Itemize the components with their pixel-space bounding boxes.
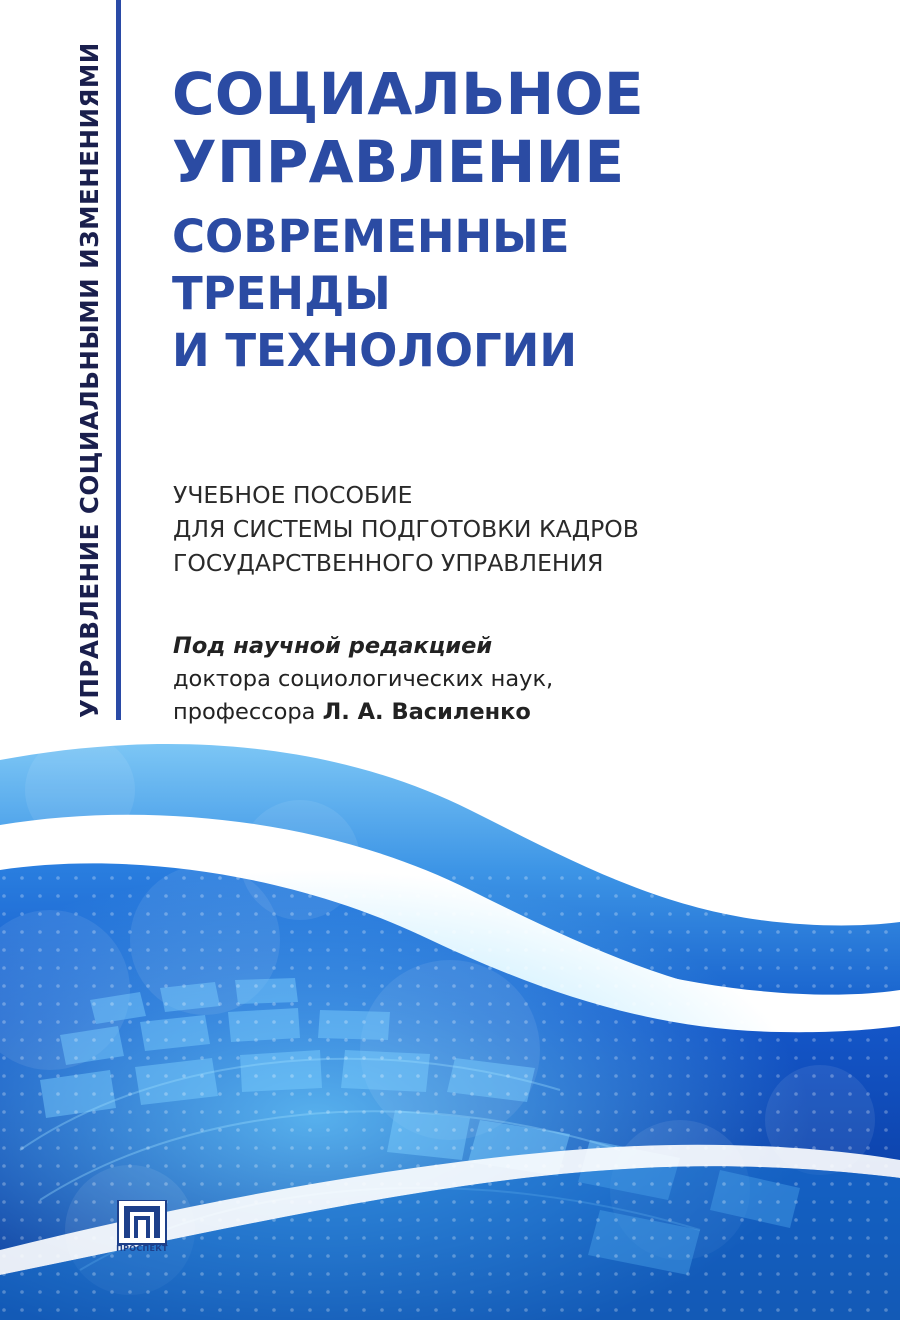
prospekt-logo-icon [104, 1200, 180, 1264]
editor-degree: доктора социологических наук, [173, 666, 554, 692]
spine-divider [116, 0, 121, 720]
editor-name: Л. А. Василенко [322, 699, 531, 725]
editor-title-line [173, 696, 873, 729]
title-block [172, 60, 872, 379]
book-description: УЧЕБНОЕ ПОСОБИЕ ДЛЯ СИСТЕМЫ ПОДГОТОВКИ КАДРОВ ГОСУДАРСТВЕННОГО УПРАВЛЕНИЯ [173, 481, 639, 577]
editor-position: профессора [173, 699, 323, 725]
book-subtitle: СОВРЕМЕННЫЕ ТРЕНДЫ И ТЕХНОЛОГИИ [172, 210, 577, 377]
series-title: УПРАВЛЕНИЕ СОЦИАЛЬНЫМИ ИЗМЕНЕНИЯМИ [75, 42, 104, 718]
book-title: СОЦИАЛЬНОЕ УПРАВЛЕНИЕ [172, 60, 644, 196]
publisher-name: ПРОСПЕКТ [116, 1244, 168, 1253]
editor-lead: Под научной редакцией [173, 633, 493, 659]
editor-credit [173, 630, 873, 729]
